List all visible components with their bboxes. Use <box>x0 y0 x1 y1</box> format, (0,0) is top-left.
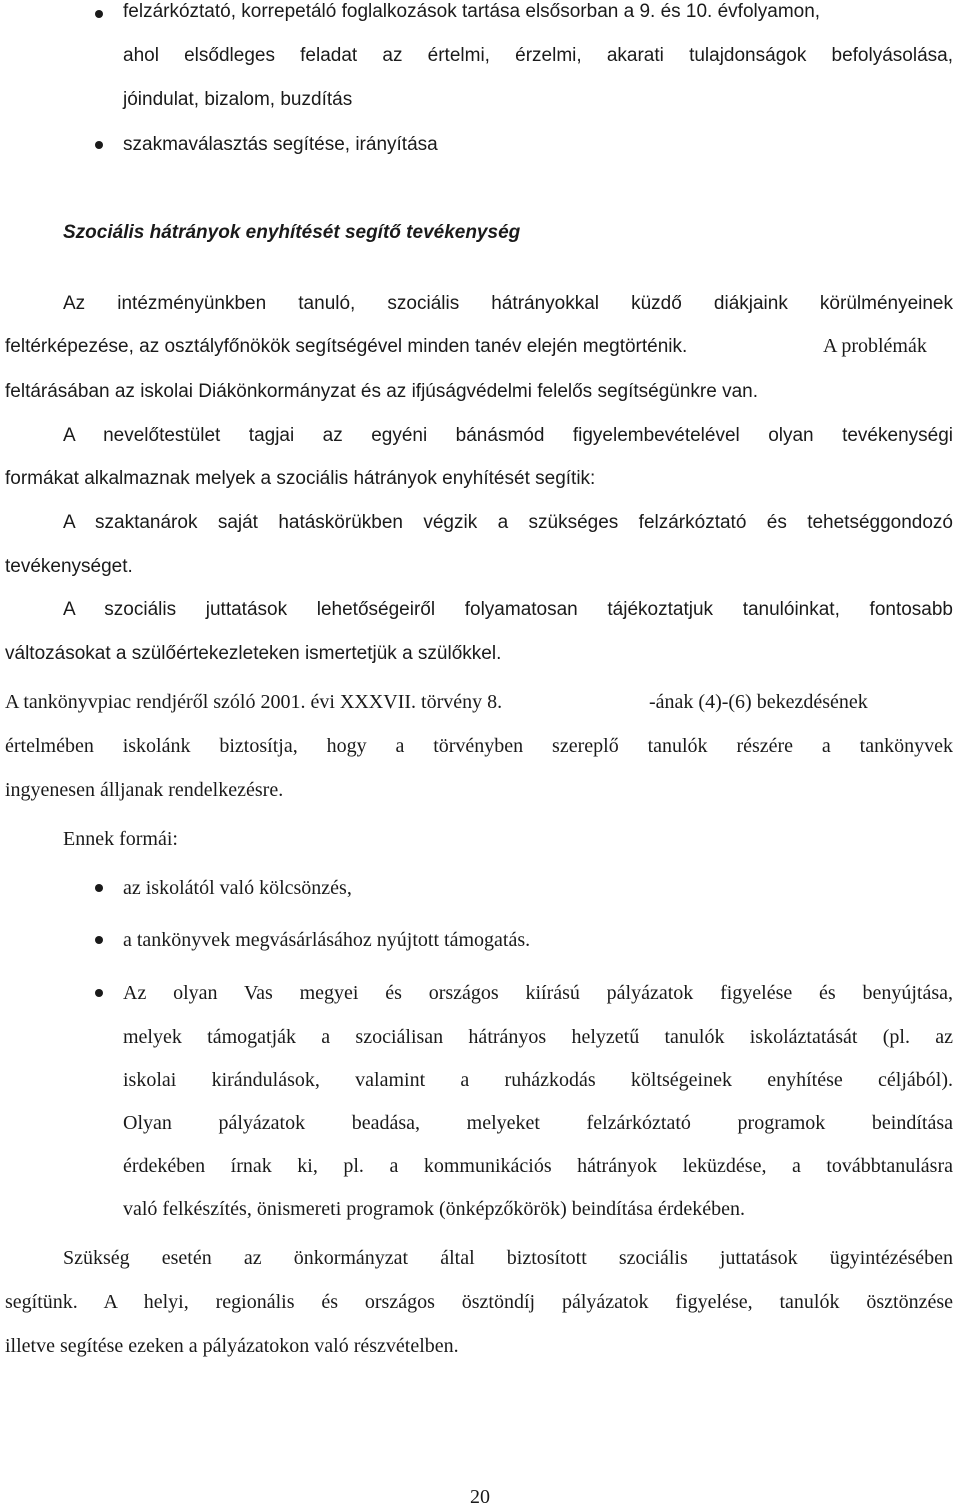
para6-line-1: Szükség esetén az önkormányzat által biztosított szociális juttatások ügyintézésében <box>63 1247 953 1269</box>
para5-line-2: értelmében iskolánk biztosítja, hogy a törvényben szereplő tanulók részére a tankönyvek <box>5 735 953 757</box>
para1-line-1: Az intézményünkben tanuló, szociális hátrányokkal küzdő diákjaink körülményeinek <box>63 293 953 314</box>
forms-bullet-3-line-3: iskolai kirándulások, valamint a ruházkodás költségeinek enyhítése céljából). <box>123 1069 953 1091</box>
para5-line-1b: -ának (4)-(6) bekezdésének <box>649 691 868 713</box>
bullet-icon <box>95 884 103 892</box>
para2-line-1: A nevelőtestület tagjai az egyéni bánásmód figyelembevételével olyan tevékenységi <box>63 425 953 446</box>
forms-bullet-3-line-6: való felkészítés, önismereti programok (önképzőkörök) beindítása érdekében. <box>123 1198 746 1220</box>
bullet-1-line-3: jóindulat, bizalom, buzdítás <box>123 89 353 110</box>
bullet-icon <box>95 989 103 997</box>
para3-line-2: tevékenységet. <box>5 556 133 577</box>
para4-line-2: változásokat a szülőértekezleteken ismertetjük a szülőkkel. <box>5 643 502 664</box>
forms-bullet-3-line-4: Olyan pályázatok beadása, melyeket felzárkóztató programok beindítása <box>123 1112 953 1134</box>
para5-line-1a: A tankönyvpiac rendjéről szóló 2001. évi XXXVII. törvény 8. <box>5 691 503 713</box>
bullet-2-line-1: szakmaválasztás segítése, irányítása <box>123 134 438 155</box>
bullet-icon <box>95 141 103 149</box>
forms-bullet-1: az iskolától való kölcsönzés, <box>123 877 352 899</box>
para4-line-1: A szociális juttatások lehetőségeiről folyamatosan tájékoztatjuk tanulóinkat, fontosabb <box>63 599 953 620</box>
para1-line-3: feltárásában az iskolai Diákönkormányzat és az ifjúságvédelmi felelős segítségünkre van. <box>5 381 759 402</box>
para5-line-3: ingyenesen álljanak rendelkezésre. <box>5 779 284 801</box>
section-heading: Szociális hátrányok enyhítését segítő tevékenység <box>63 222 521 243</box>
forms-bullet-3-line-2: melyek támogatják a szociálisan hátrányos helyzetű tanulók iskoláztatását (pl. az <box>123 1026 953 1048</box>
forms-bullet-3-line-5: érdekében írnak ki, pl. a kommunikációs hátrányok leküzdése, a továbbtanulásra <box>123 1155 953 1177</box>
para1-line-2b: A problémák <box>823 335 927 357</box>
page-number: 20 <box>470 1486 490 1508</box>
forms-bullet-3-line-1: Az olyan Vas megyei és országos kiírású pályázatok figyelése és benyújtása, <box>123 982 953 1004</box>
para6-line-3: illetve segítése ezeken a pályázatokon való részvételben. <box>5 1335 459 1357</box>
para2-line-2: formákat alkalmaznak melyek a szociális hátrányok enyhítését segítik: <box>5 468 596 489</box>
para6-line-2: segítünk. A helyi, regionális és országos ösztöndíj pályázatok figyelése, tanulók ösztönzése <box>5 1291 953 1313</box>
forms-label: Ennek formái: <box>63 828 178 850</box>
para1-line-2: feltérképezése, az osztályfőnökök segítségével minden tanév elején megtörténik. <box>5 336 688 357</box>
bullet-1-line-2: ahol elsődleges feladat az értelmi, érzelmi, akarati tulajdonságok befolyásolása, <box>123 45 953 66</box>
forms-bullet-2: a tankönyvek megvásárlásához nyújtott támogatás. <box>123 929 531 951</box>
bullet-1-line-1: felzárkóztató, korrepetáló foglalkozások tartása elsősorban a 9. és 10. évfolyamon, <box>123 1 821 22</box>
bullet-icon <box>95 10 103 18</box>
bullet-icon <box>95 936 103 944</box>
para3-line-1: A szaktanárok saját hatáskörükben végzik a szükséges felzárkóztató és tehetséggondozó <box>63 512 953 533</box>
